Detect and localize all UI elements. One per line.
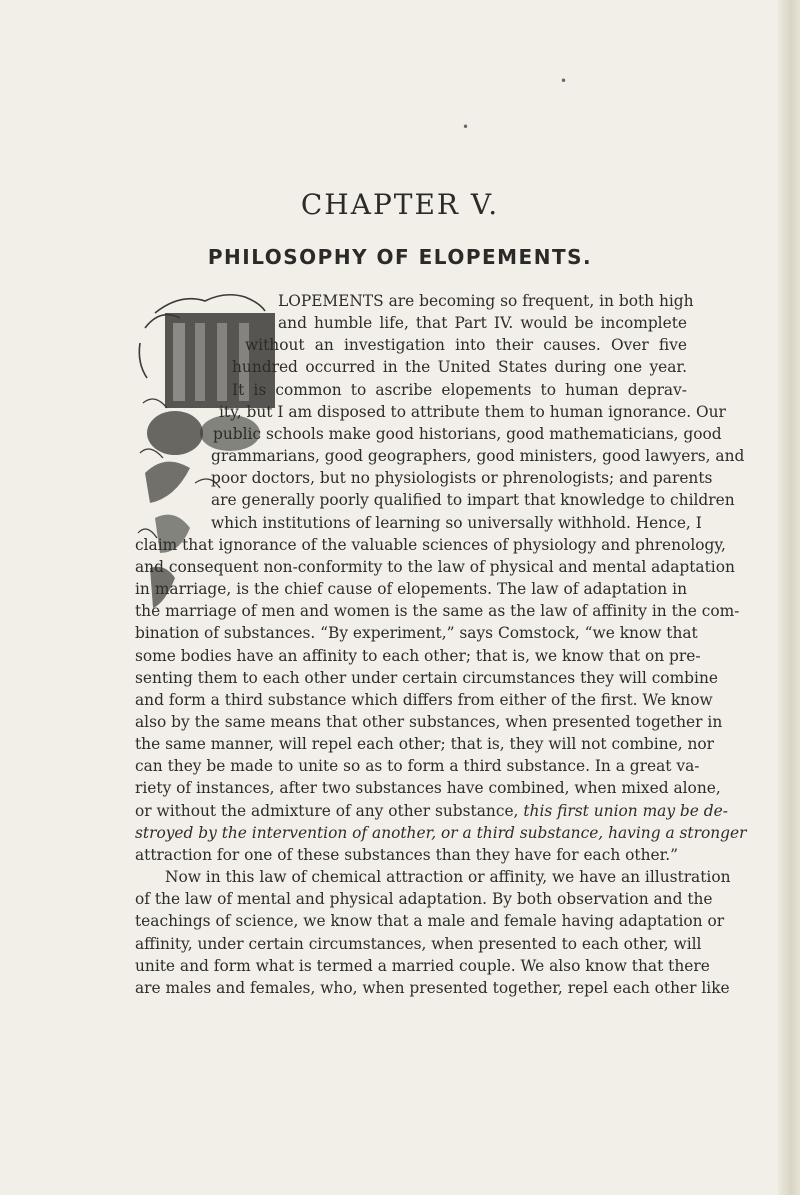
text-line: of the law of mental and physical adaptation. By both observation and the [135, 890, 713, 909]
text-line: senting them to each other under certain circumstances they will combine [135, 668, 718, 687]
text-line: unite and form what is termed a married couple. We also know that there [135, 956, 710, 975]
text-line: ity, but I am disposed to attribute them to human ignorance. Our [219, 402, 726, 421]
italic-quote: this first union may be de- [523, 801, 728, 820]
text-line: and humble life, that Part IV. would be incomplete [278, 314, 687, 333]
text-line: the marriage of men and women is the same as the law of affinity in the com- [135, 602, 740, 621]
text-line: riety of instances, after two substances have combined, when mixed alone, [135, 779, 721, 798]
text-line: affinity, under certain circumstances, when presented to each other, will [135, 934, 702, 953]
text-line: attraction for one of these substances than they have for each other.” [135, 845, 679, 864]
text-line: teachings of science, we know that a male and female having adaptation or [135, 912, 725, 931]
text-line: are generally poorly qualified to impart that knowledge to children [211, 491, 735, 510]
text-line: public schools make good historians, good mathematicians, good [213, 424, 722, 443]
text-line: and consequent non-conformity to the law of physical and mental adaptation [135, 557, 735, 576]
text-line: claim that ignorance of the valuable sciences of physiology and phrenology, [135, 535, 726, 554]
text-line: and form a third substance which differs from either of the first. We know [135, 690, 713, 709]
text-line: some bodies have an affinity to each other; that is, we know that on pre- [135, 646, 701, 665]
text-line: can they be made to unite so as to form a third substance. In a great va- [135, 757, 700, 776]
text-line: in marriage, is the chief cause of elopements. The law of adaptation in [135, 580, 687, 599]
text-line: hundred occurred in the United States during one year. [232, 358, 687, 377]
text-line: Now in this law of chemical attraction or affinity, we have an illustration [165, 868, 731, 887]
body-text [135, 290, 747, 999]
text-line: It is common to ascribe elopements to human deprav- [232, 380, 687, 399]
chapter-title: CHAPTER V. [300, 188, 500, 221]
section-heading: PHILOSOPHY OF ELOPEMENTS. [207, 245, 593, 269]
text-line: LOPEMENTS are becoming so frequent, in both high [278, 292, 694, 310]
text-line: are males and females, who, when presented together, repel each other like [135, 978, 730, 997]
text-line: bination of substances. “By experiment,” says Comstock, “we know that [135, 624, 698, 643]
text-line: poor doctors, but no physiologists or phrenologists; and parents [211, 469, 713, 488]
page-spine-edge [778, 0, 800, 1195]
text-segment: or without the admixture of any other substance, [135, 801, 524, 820]
text-line: the same manner, will repel each other; that is, they will not combine, nor [135, 735, 715, 754]
text-line [135, 822, 747, 844]
text-line: which institutions of learning so universally withhold. Hence, I [211, 513, 702, 532]
italic-quote: stroyed by the intervention of another, or a third substance, having a stronger [135, 823, 747, 842]
text-line [135, 800, 728, 822]
text-line: without an investigation into their causes. Over five [245, 336, 687, 355]
ink-speck: • [560, 74, 568, 88]
ink-speck: • [462, 120, 470, 134]
text-line: grammarians, good geographers, good ministers, good lawyers, and [211, 447, 745, 466]
text-line: also by the same means that other substances, when presented together in [135, 712, 723, 731]
